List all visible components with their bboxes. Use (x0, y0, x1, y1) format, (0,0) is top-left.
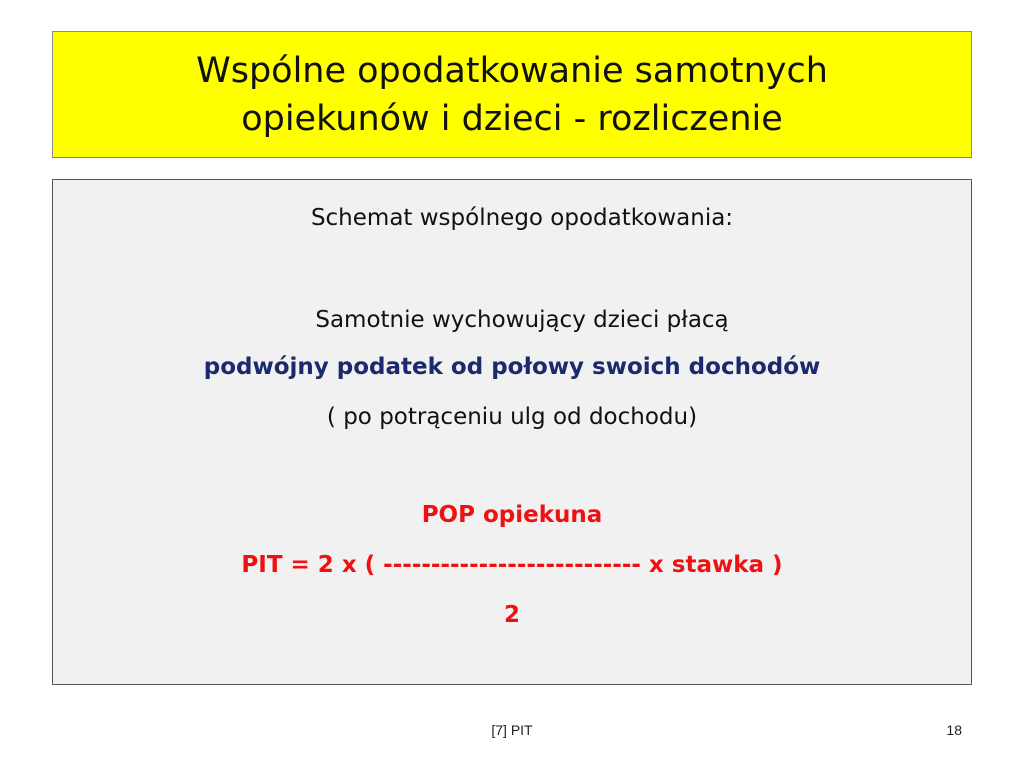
formula-main: PIT = 2 x ( --------------------------- x stawka ) (241, 552, 783, 578)
footer-source: [7] PIT (491, 722, 533, 738)
slide-title-line-2: opiekunów i dzieci - rozliczenie (241, 98, 783, 139)
footer-page-number: 18 (946, 722, 962, 738)
formula-numerator: POP opiekuna (421, 502, 603, 528)
slide-title-line-1: Wspólne opodatkowanie samotnych (196, 50, 828, 91)
content-emphasis-line: podwójny podatek od połowy swoich dochodów (203, 354, 821, 380)
content-line-1: Samotnie wychowujący dzieci płacą (315, 307, 729, 333)
content-box (52, 179, 972, 685)
slide-title-box (52, 31, 972, 158)
formula-denominator: 2 (503, 602, 520, 628)
content-line-3: ( po potrąceniu ulg od dochodu) (326, 404, 698, 430)
content-heading: Schemat wspólnego opodatkowania: (310, 205, 734, 231)
